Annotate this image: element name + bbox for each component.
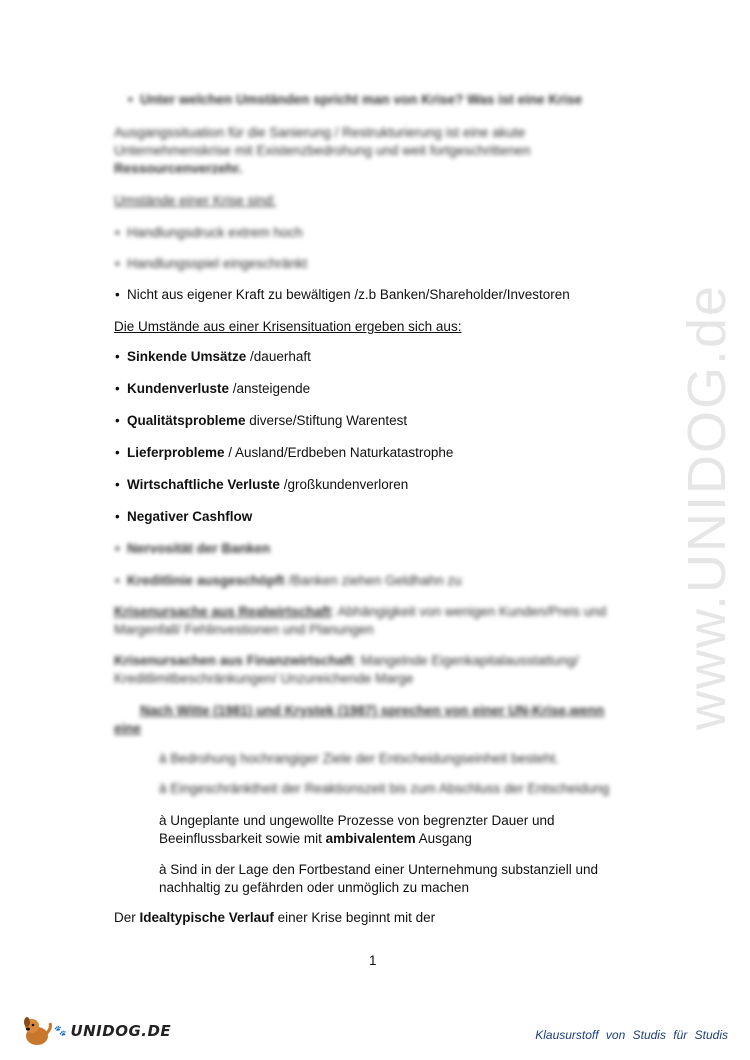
logo-text: UNIDOG.DE: [70, 1022, 172, 1040]
list-item: • Kreditlinie ausgeschöpft /Banken ziehen Geldhahn zu: [127, 572, 462, 590]
arrow-item: à Bedrohung hochrangiger Ziele der Entscheidungseinheit besteht.: [159, 751, 560, 766]
list-item: • Nervosität der Banken: [127, 540, 270, 558]
arrow-item: Beeinflussbarkeit sowie mit ambivalentem Ausgang: [159, 831, 472, 846]
list-item: • Handlungsdruck extrem hoch: [127, 224, 303, 242]
logo: [20, 1014, 171, 1048]
list-item: • Kundenverluste /ansteigende: [127, 380, 310, 398]
paragraph-line: Nach Witte (1981) und Krystek (1987) sprechen von einer UN-Krise,wenn: [140, 703, 605, 718]
list-item: • Handlungsspiel eingeschränkt: [127, 255, 307, 273]
paragraph-line: Margenfall/ Fehlinvestionen und Planungen: [114, 622, 374, 637]
intro-line: Ressourcenverzehr.: [114, 161, 243, 176]
list-item: • Negativer Cashflow: [127, 508, 252, 526]
circumstances-title: Umstände einer Krise sind:: [114, 193, 277, 208]
section-title: Die Umstände aus einer Krisensituation ergeben sich aus:: [114, 319, 462, 334]
arrow-item: à Sind in der Lage den Fortbestand einer Unternehmung substanziell und: [159, 862, 599, 877]
final-sentence: Der Idealtypische Verlauf einer Krise beginnt mit der: [114, 910, 436, 925]
list-item: • Qualitätsprobleme diverse/Stiftung Warentest: [127, 412, 407, 430]
watermark: www.UNIDOG.de: [677, 283, 737, 730]
list-item: • Sinkende Umsätze /dauerhaft: [127, 348, 311, 366]
heading: • Unter welchen Umständen spricht man von Krise? Was ist eine Krise: [140, 91, 582, 109]
list-item: • Lieferprobleme / Ausland/Erdbeben Naturkatastrophe: [127, 444, 453, 462]
intro-line: Unternehmenskrise mit Existenzbedrohung und weit fortgeschrittenen: [114, 143, 531, 158]
arrow-item: à Eingeschränktheit der Reaktionszeit bis zum Abschluss der Entscheidung: [159, 781, 610, 796]
page-number: 1: [369, 953, 377, 968]
footer-tagline: Klausurstoff von Studis für Studis: [535, 1028, 728, 1042]
intro-line: Ausgangssituation für die Sanierung / Restrukturierung ist eine akute: [114, 125, 526, 140]
paragraph-line: eine: [114, 721, 142, 736]
list-item: • Wirtschaftliche Verluste /großkundenverloren: [127, 476, 408, 494]
paragraph-line: Krisenursache aus Realwirtschaft: Abhängigkeit von wenigen Kunden/Preis und: [114, 604, 607, 619]
paw-icon: 🐾: [54, 1025, 67, 1037]
arrow-item: à Ungeplante und ungewollte Prozesse von begrenzter Dauer und: [159, 813, 555, 828]
arrow-item: nachhaltig zu gefährden oder unmöglich zu machen: [159, 880, 469, 895]
dog-icon: [20, 1014, 54, 1048]
paragraph-line: Kreditlimitbeschränkungen/ Unzureichende Marge: [114, 671, 414, 686]
list-item: • Nicht aus eigener Kraft zu bewältigen /z.b Banken/Shareholder/Investoren: [127, 286, 570, 304]
paragraph-line: Krisenursachen aus Finanzwirtschaft: Mangelnde Eigenkapitalausstattung/: [114, 653, 579, 668]
